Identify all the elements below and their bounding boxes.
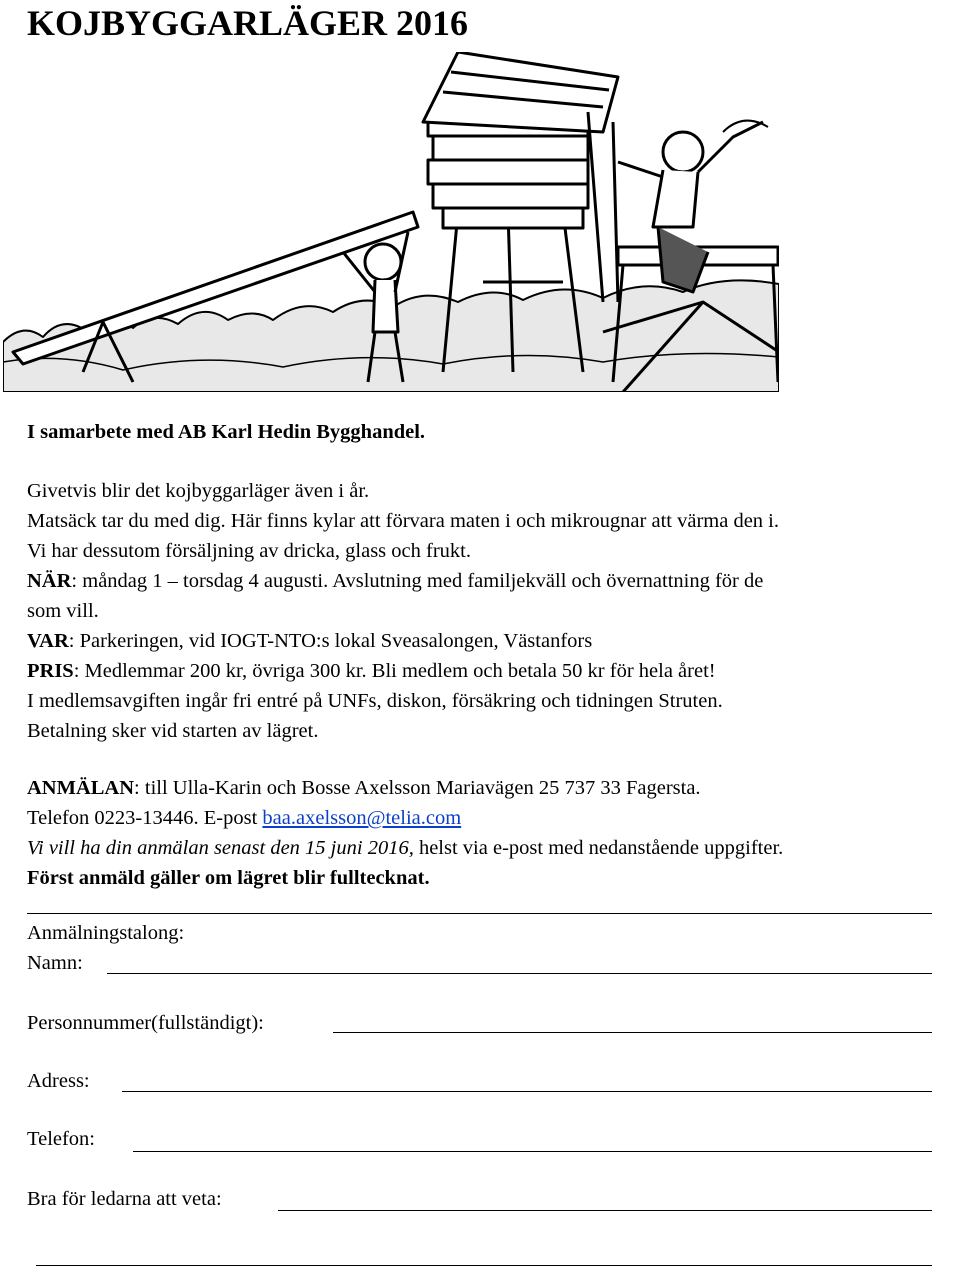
deadline-italic: Vi vill ha din anmälan senast den 15 juni 2016,: [27, 837, 414, 859]
intro-line: Givetvis blir det kojbyggarläger även i år.: [27, 480, 370, 502]
ssn-label: Personnummer(fullständigt):: [27, 1012, 264, 1034]
partner-line: I samarbete med AB Karl Hedin Bygghandel.: [27, 421, 426, 443]
price-text: : Medlemmar 200 kr, övriga 300 kr. Bli medlem och betala 50 kr för hela året!: [73, 660, 716, 682]
registration-label: ANMÄLAN: [27, 777, 135, 799]
page-title: KOJBYGGARLÄGER 2016: [27, 3, 469, 43]
when-line-cont: som vill.: [27, 600, 99, 622]
ssn-field[interactable]: [333, 1032, 932, 1033]
address-label: Adress:: [27, 1070, 90, 1092]
when-line: [27, 566, 763, 596]
phone-field[interactable]: [133, 1151, 932, 1152]
membership-info: I medlemsavgiften ingår fri entré på UNFs, diskon, försäkring och tidningen Struten.: [27, 690, 723, 712]
where-text: : Parkeringen, vid IOGT-NTO:s lokal Sveasalongen, Västanfors: [68, 630, 593, 652]
where-label: VAR: [27, 630, 69, 652]
registration-line: [27, 773, 701, 803]
intro-line: Matsäck tar du med dig. Här finns kylar att förvara maten i och mikrougnar att värma den i.: [27, 510, 779, 532]
registration-text: : till Ulla-Karin och Bosse Axelsson Mariavägen 25 737 33 Fagersta.: [134, 777, 701, 799]
payment-info: Betalning sker vid starten av lägret.: [27, 720, 319, 742]
deadline-line: [27, 833, 783, 863]
notes-field-line-2[interactable]: [36, 1265, 932, 1266]
first-come-note: Först anmäld gäller om lägret blir fulltecknat.: [27, 867, 430, 889]
price-line: [27, 656, 716, 686]
contact-line: [27, 803, 461, 833]
price-label: PRIS: [27, 660, 74, 682]
notes-field[interactable]: [278, 1210, 932, 1211]
intro-line: Vi har dessutom försäljning av dricka, glass och frukt.: [27, 540, 471, 562]
where-line: [27, 626, 592, 656]
treehouse-illustration: [3, 52, 779, 392]
deadline-rest: helst via e-post med nedanstående uppgifter.: [413, 837, 784, 859]
notes-label: Bra för ledarna att veta:: [27, 1188, 222, 1210]
when-text: : måndag 1 – torsdag 4 augusti. Avslutning med familjekväll och övernattning för de: [71, 570, 764, 592]
address-field[interactable]: [122, 1091, 932, 1092]
name-label: Namn:: [27, 952, 83, 974]
phone-email-prefix: Telefon 0223-13446. E-post: [27, 807, 263, 829]
form-heading: Anmälningstalong:: [27, 922, 185, 944]
separator-line: [27, 913, 932, 914]
name-field[interactable]: [107, 973, 932, 974]
when-label: NÄR: [27, 570, 72, 592]
phone-label: Telefon:: [27, 1128, 96, 1150]
email-link[interactable]: baa.axelsson@telia.com: [262, 807, 462, 829]
